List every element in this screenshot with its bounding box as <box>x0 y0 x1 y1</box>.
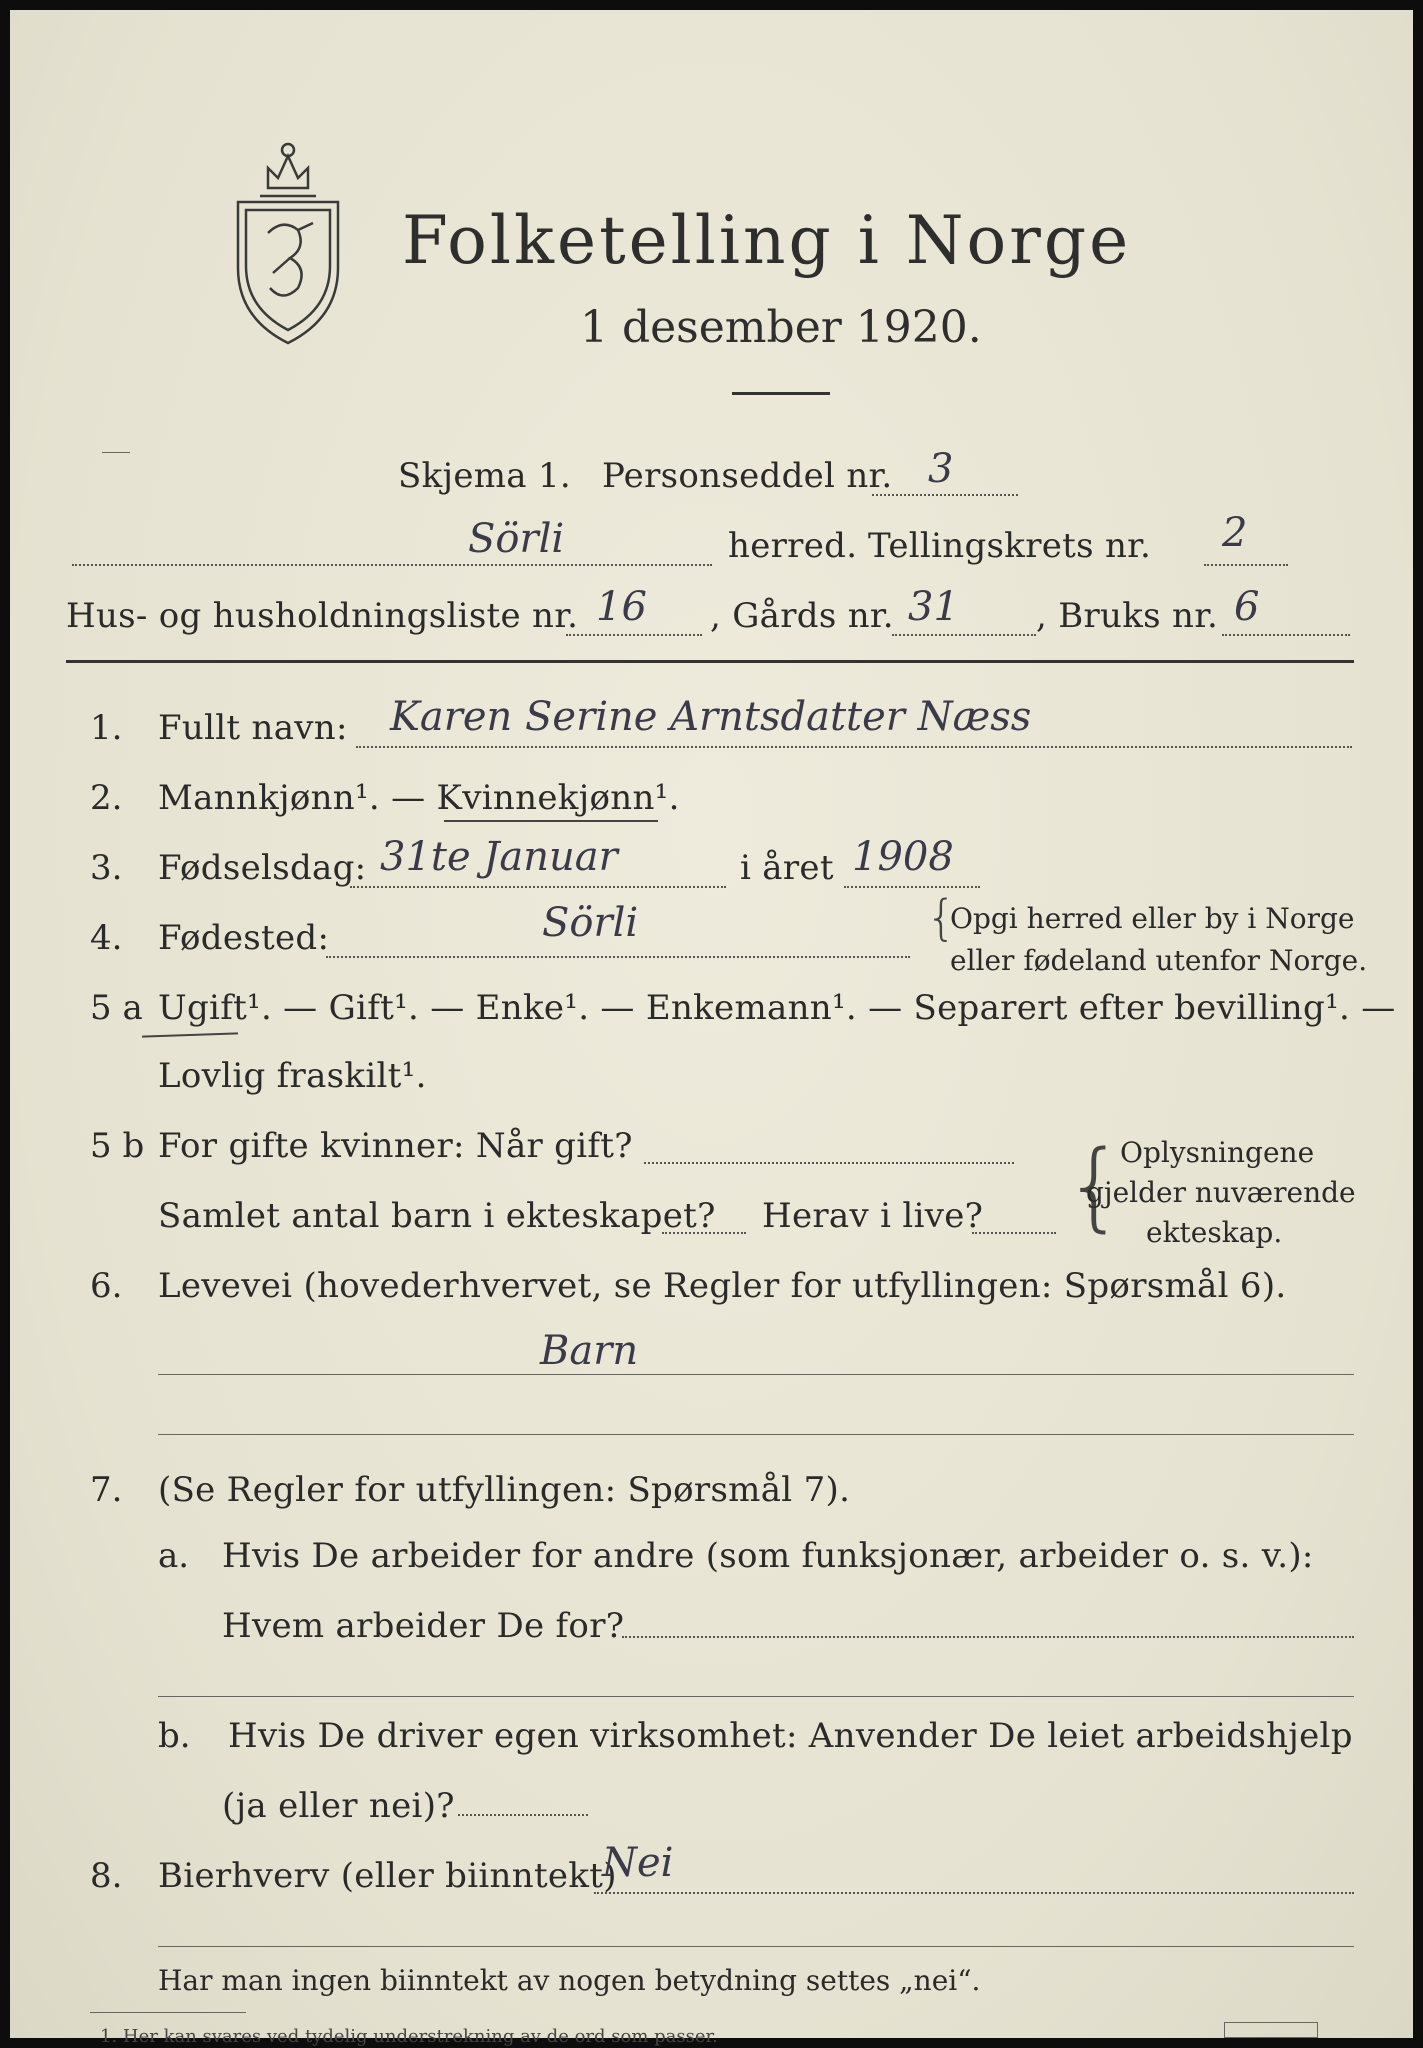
q4-note-2: eller fødeland utenfor Norge. <box>950 944 1368 977</box>
q3-label: Fødselsdag: <box>158 848 367 888</box>
tellingskrets-field-line <box>1204 564 1288 566</box>
form-date: 1 desember 1920. <box>580 302 982 353</box>
bruks-value[interactable]: 6 <box>1234 584 1260 630</box>
q3-year-value[interactable]: 1908 <box>852 834 954 880</box>
footnote-rule <box>90 2012 246 2013</box>
personseddel-value[interactable]: 3 <box>928 446 954 492</box>
q5b-field-line-2 <box>662 1232 746 1234</box>
q5a-underline <box>142 1032 238 1037</box>
q7b-label-2: (ja eller nei)? <box>222 1786 455 1826</box>
gards-field-line <box>892 634 1036 636</box>
hus-field-line <box>566 634 702 636</box>
q7b-field-line <box>458 1814 588 1816</box>
q4-brace: { <box>926 890 957 946</box>
gards-value[interactable]: 31 <box>908 584 959 630</box>
q6-value[interactable]: Barn <box>540 1328 639 1374</box>
skjema-label: Skjema 1. <box>398 456 572 496</box>
q5a-label-2: Lovlig fraskilt¹. <box>158 1056 427 1096</box>
q7a-label-2: Hvem arbeider De for? <box>222 1606 625 1646</box>
q5b-field-line-3 <box>972 1232 1056 1234</box>
hus-value[interactable]: 16 <box>596 584 647 630</box>
q1-number: 1. <box>90 708 123 748</box>
q7a-number: a. <box>158 1536 190 1576</box>
q8-field-line-2 <box>158 1946 1354 1947</box>
tellingskrets-label: Tellingskrets nr. <box>868 526 1152 566</box>
q5b-label-2: Samlet antal barn i ekteskapet? <box>158 1196 716 1236</box>
q5b-note-3: ekteskap. <box>1146 1216 1283 1249</box>
q3-year-label: i året <box>740 848 834 888</box>
q1-field-line <box>356 746 1352 748</box>
q7a-field-line <box>622 1636 1354 1638</box>
q6-field-line-1 <box>158 1374 1354 1375</box>
q6-field-line-2 <box>158 1434 1354 1435</box>
q4-field-line <box>326 956 910 958</box>
q8-value[interactable]: Nei <box>602 1840 674 1886</box>
q3-value[interactable]: 31te Januar <box>380 834 618 880</box>
q3-number: 3. <box>90 848 123 888</box>
q5b-label: For gifte kvinner: Når gift? <box>158 1126 633 1166</box>
hus-label: Hus- og husholdningsliste nr. <box>66 596 579 636</box>
q8-field-line <box>594 1892 1354 1894</box>
q2-label: Mannkjønn¹. — Kvinnekjønn¹. <box>158 778 680 818</box>
q5a-label: Ugift¹. — Gift¹. — Enke¹. — Enkemann¹. — Separert efter bevilling¹. — <box>158 988 1396 1028</box>
q7b-number: b. <box>158 1716 191 1756</box>
q2-underline <box>444 820 658 822</box>
header-rule <box>66 660 1354 663</box>
tellingskrets-value[interactable]: 2 <box>1222 510 1248 556</box>
q5b-note-2: gjelder nuværende <box>1086 1176 1356 1209</box>
personseddel-field-line <box>872 494 1018 496</box>
margin-mark <box>102 452 130 453</box>
title-divider <box>732 392 830 395</box>
q7-number: 7. <box>90 1470 123 1510</box>
q4-label: Fødested: <box>158 918 330 958</box>
q1-value[interactable]: Karen Serine Arntsdatter Næss <box>390 694 1032 740</box>
q5b-note-1: Oplysningene <box>1120 1136 1315 1169</box>
q5b-number: 5 b <box>90 1126 145 1166</box>
q8-label: Bierhverv (eller biinntekt) <box>158 1856 617 1896</box>
personseddel-label: Personseddel nr. <box>602 456 893 496</box>
q8-number: 8. <box>90 1856 123 1896</box>
q6-label: Levevei (hovederhvervet, se Regler for utfyllingen: Spørsmål 6). <box>158 1266 1287 1306</box>
q7b-label: Hvis De driver egen virksomhet: Anvender De leiet arbeidshjelp <box>228 1716 1353 1756</box>
q6-number: 6. <box>90 1266 123 1306</box>
herred-field-line <box>72 564 712 566</box>
printer-stamp <box>1224 2022 1318 2038</box>
herred-label: herred. <box>728 526 858 566</box>
form-title: Folketelling i Norge <box>402 202 1132 279</box>
q4-value[interactable]: Sörli <box>542 900 639 946</box>
q5b-label-3: Herav i live? <box>762 1196 984 1236</box>
q5b-field-line-1 <box>644 1162 1014 1164</box>
q5b-brace: { <box>1064 1130 1126 1242</box>
herred-value[interactable]: Sörli <box>468 516 565 562</box>
q5a-number: 5 a <box>90 988 143 1028</box>
q7a-label: Hvis De arbeider for andre (som funksjonær, arbeider o. s. v.): <box>222 1536 1314 1576</box>
q7a-field-line-2 <box>158 1696 1354 1697</box>
q3-field-line <box>350 886 726 888</box>
gards-label: , Gårds nr. <box>710 596 894 636</box>
q4-number: 4. <box>90 918 123 958</box>
q3-year-field-line <box>844 886 980 888</box>
footnote-text: 1. Her kan svares ved tydelig understrekning av de ord som passer. <box>100 2026 718 2047</box>
q1-label: Fullt navn: <box>158 708 348 748</box>
coat-of-arms-icon <box>228 138 348 350</box>
q2-number: 2. <box>90 778 123 818</box>
q4-note-1: Opgi herred eller by i Norge <box>950 902 1355 935</box>
note-text: Har man ingen biinntekt av nogen betydning settes „nei“. <box>158 1964 981 1997</box>
q7-label: (Se Regler for utfyllingen: Spørsmål 7). <box>158 1470 851 1510</box>
bruks-field-line <box>1222 634 1350 636</box>
bruks-label: , Bruks nr. <box>1036 596 1219 636</box>
